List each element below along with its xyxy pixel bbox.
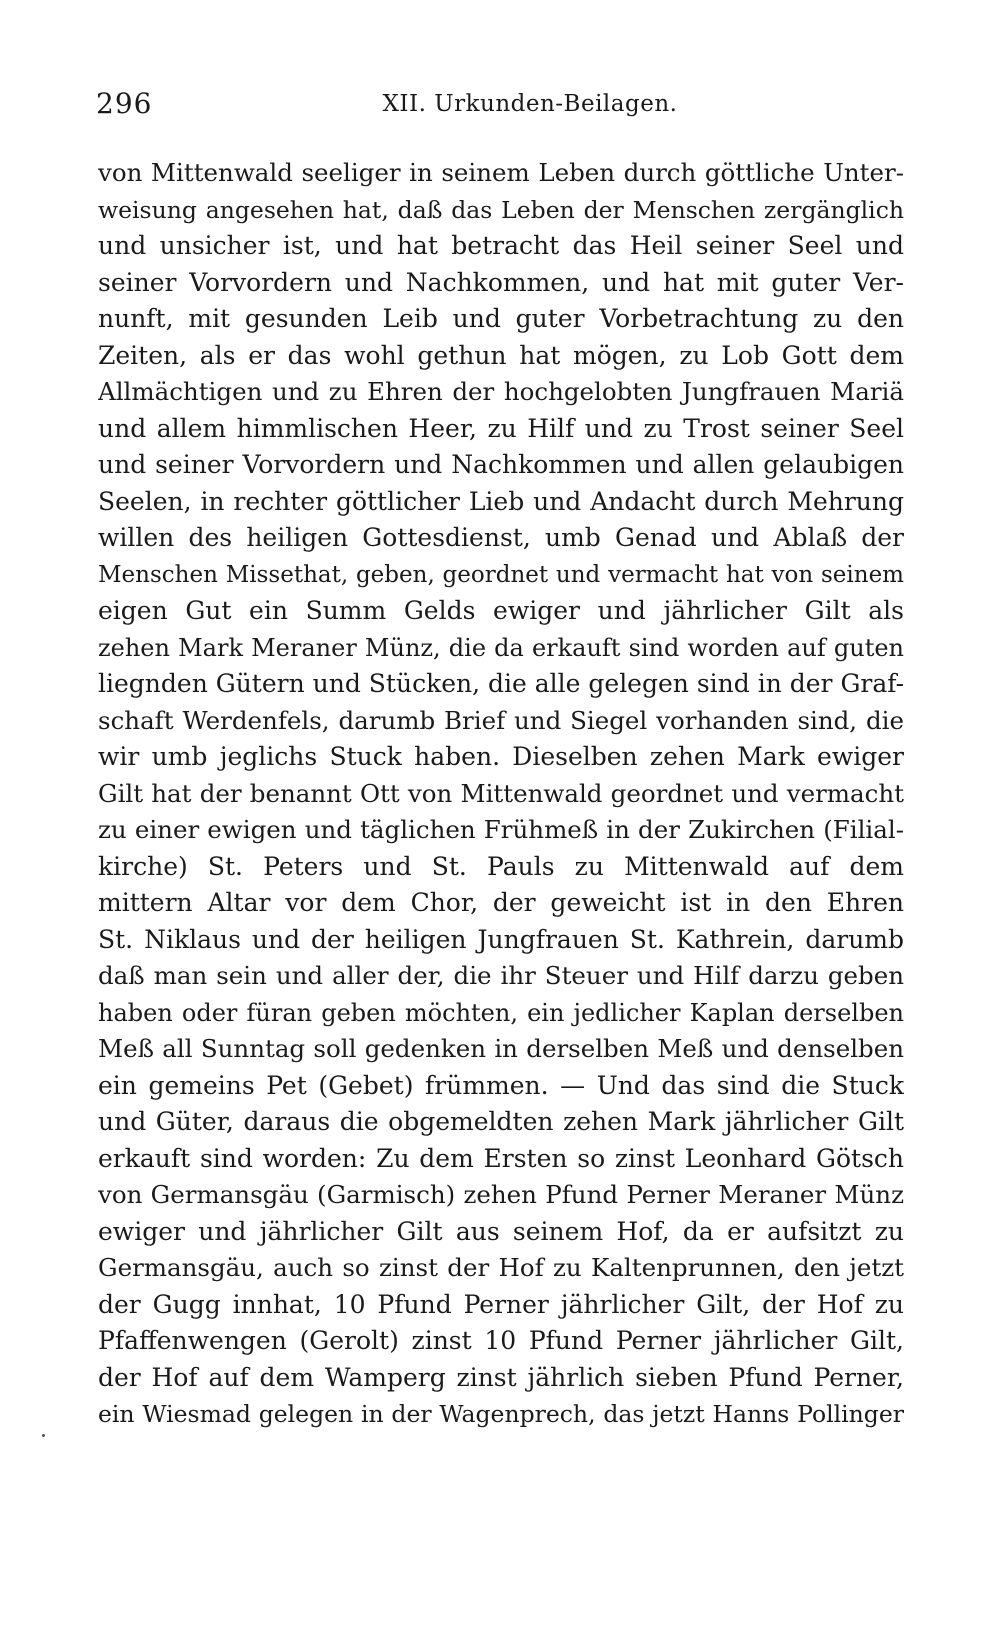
text-line: zehen Mark Meraner Münz, die da erkauft sind worden auf guten: [98, 633, 904, 662]
text-line: ewiger und jährlicher Gilt aus seinem Hof, da er aufsitzt zu: [98, 1216, 904, 1246]
text-line: und unsicher ist, und hat betracht das Heil seiner Seel und: [98, 231, 904, 260]
text-line: der Gugg innhat, 10 Pfund Perner jährlicher Gilt, der Hof zu: [98, 1289, 904, 1319]
text-line: und Güter, daraus die obgemeldten zehen Mark jährlicher Gilt: [98, 1107, 904, 1136]
text-line: von Germansgäu (Garmisch) zehen Pfund Perner Meraner Münz: [98, 1180, 904, 1209]
text-line: Menschen Missethat, geben, geordnet und vermacht hat von seinem: [98, 561, 904, 588]
text-line: der Hof auf dem Wamperg zinst jährlich sieben Pfund Perner,: [98, 1362, 904, 1392]
text-line: eigen Gut ein Summ Gelds ewiger und jährlicher Gilt als: [98, 596, 904, 625]
text-line: schaft Werdenfels, darumb Brief und Siegel vorhanden sind, die: [98, 705, 904, 735]
body-text: [98, 155, 904, 1433]
text-line: zu einer ewigen und täglichen Frühmeß in der Zukirchen (Filial-: [98, 815, 904, 844]
text-line: kirche) St. Peters und St. Pauls zu Mittenwald auf dem: [98, 851, 904, 881]
text-line: Zeiten, als er das wohl gethun hat mögen, zu Lob Gott dem: [98, 340, 904, 370]
text-line: und seiner Vorvordern und Nachkommen und allen gelaubigen: [98, 450, 904, 479]
text-line: Pfaffenwengen (Gerolt) zinst 10 Pfund Perner jährlicher Gilt,: [98, 1326, 904, 1355]
text-line: Seelen, in rechter göttlicher Lieb und Andacht durch Mehrung: [98, 486, 904, 516]
text-line: haben oder füran geben möchten, ein jedlicher Kaplan derselben: [98, 998, 904, 1027]
text-line: erkauft sind worden: Zu dem Ersten so zinst Leonhard Götsch: [98, 1143, 904, 1173]
text-line: Allmächtigen und zu Ehren der hochgelobten Jungfrauen Mariä: [98, 377, 904, 406]
text-line: daß man sein und aller der, die ihr Steuer und Hilf darzu geben: [98, 961, 904, 990]
running-title: XII. Urkunden-Beilagen.: [382, 91, 678, 117]
text-line: Gilt hat der benannt Ott von Mittenwald geordnet und vermacht: [98, 778, 904, 808]
text-line: ein Wiesmad gelegen in der Wagenprech, das jetzt Hanns Pollinger: [98, 1400, 904, 1428]
text-line: seiner Vorvordern und Nachkommen, und hat mit guter Ver-: [98, 267, 904, 297]
text-line: ein gemeins Pet (Gebet) frümmen. — Und das sind die Stuck: [98, 1070, 904, 1100]
text-line: und allem himmlischen Heer, zu Hilf und zu Trost seiner Seel: [98, 413, 904, 443]
text-line: Germansgäu, auch so zinst der Hof zu Kaltenprunnen, den jetzt: [98, 1253, 904, 1282]
text-line: willen des heiligen Gottesdienst, umb Genad und Ablaß der: [98, 523, 904, 552]
text-line: von Mittenwald seeliger in seinem Leben durch göttliche Unter-: [98, 158, 904, 187]
page-number: 296: [96, 87, 153, 120]
text-line: St. Niklaus und der heiligen Jungfrauen St. Kathrein, darumb: [98, 924, 904, 954]
text-line: Meß all Sunntag soll gedenken in derselben Meß und denselben: [98, 1034, 904, 1063]
text-line: mittern Altar vor dem Chor, der geweicht ist in den Ehren: [98, 888, 904, 917]
page-header: [96, 84, 904, 124]
text-line: liegnden Gütern und Stücken, die alle gelegen sind in der Graf-: [98, 669, 904, 698]
text-line: nunft, mit gesunden Leib und guter Vorbetrachtung zu den: [98, 304, 904, 333]
text-line: weisung angesehen hat, daß das Leben der Menschen zergänglich: [98, 195, 904, 224]
margin-speck: [42, 1434, 45, 1437]
text-line: wir umb jeglichs Stuck haben. Dieselben zehen Mark ewiger: [98, 742, 904, 771]
